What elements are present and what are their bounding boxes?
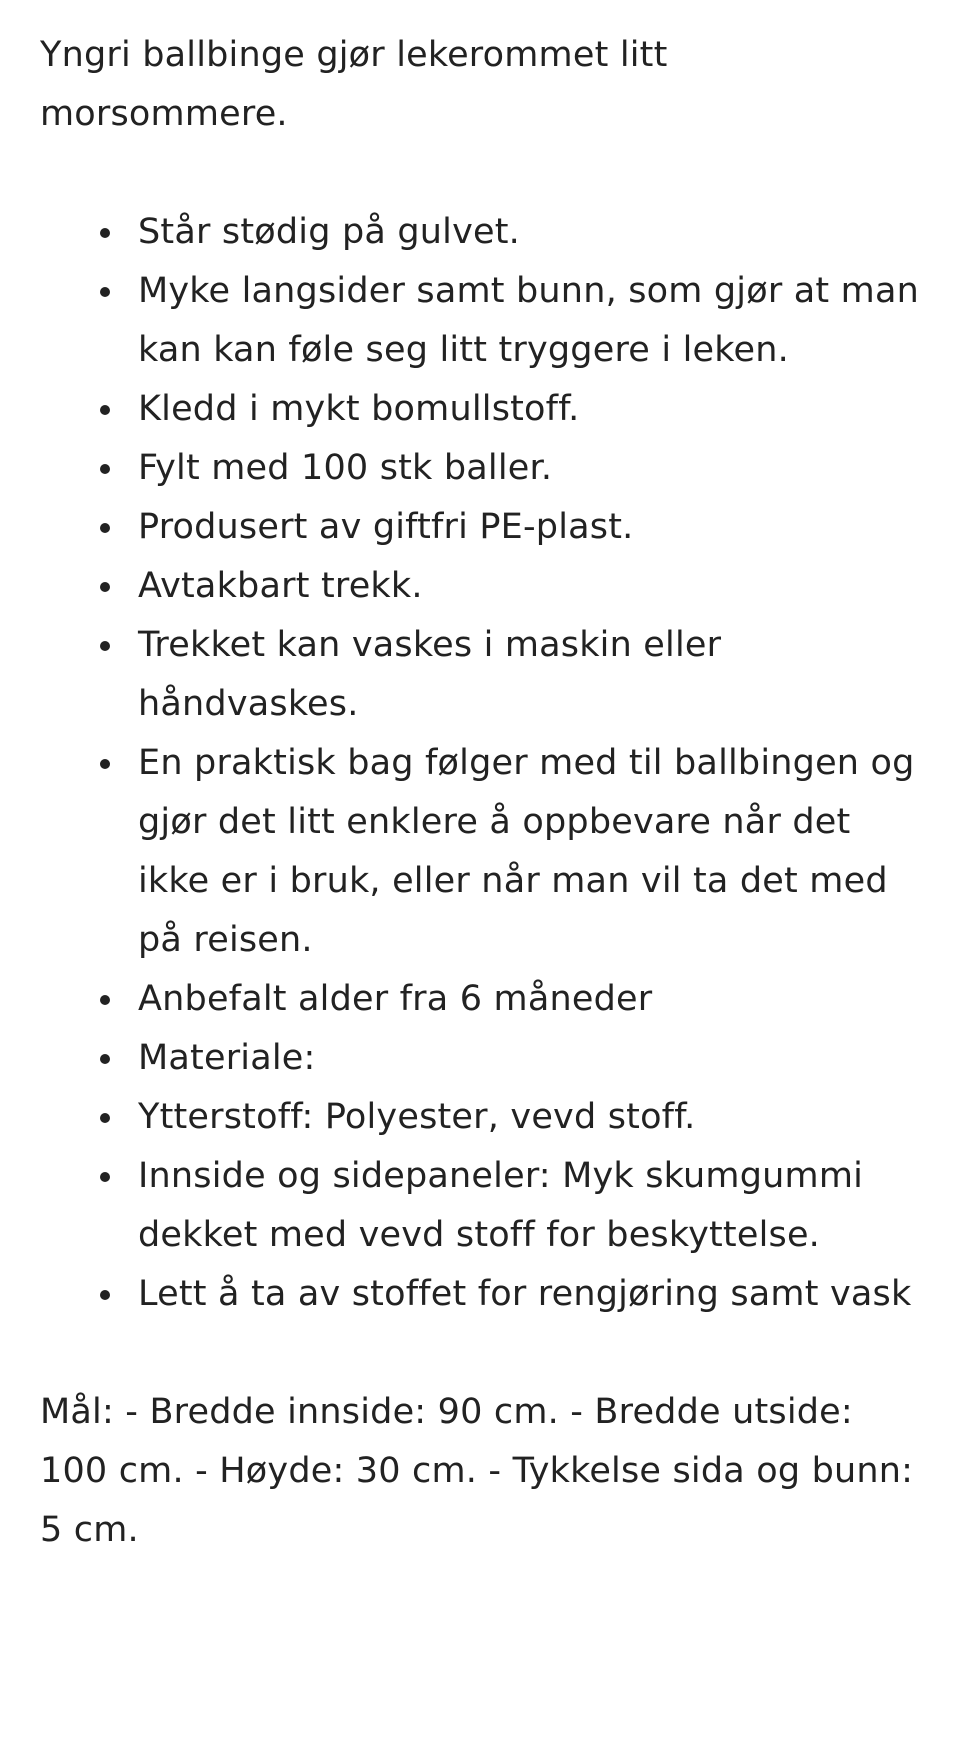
bullet-icon xyxy=(100,1054,110,1064)
list-item xyxy=(138,557,920,616)
bullet-icon xyxy=(100,582,110,592)
list-item-text: Fylt med 100 stk baller. xyxy=(138,448,553,488)
bullet-icon xyxy=(100,759,110,769)
list-item xyxy=(138,1147,920,1265)
list-item-text: Lett å ta av stoffet for rengjøring samt vask xyxy=(138,1274,912,1314)
list-item xyxy=(138,1265,920,1324)
list-item xyxy=(138,439,920,498)
list-item xyxy=(138,498,920,557)
list-item xyxy=(138,262,920,380)
bullet-icon xyxy=(100,405,110,415)
bullet-icon xyxy=(100,228,110,238)
bullet-icon xyxy=(100,995,110,1005)
list-item-text: Står stødig på gulvet. xyxy=(138,212,520,252)
intro-text: Yngri ballbinge gjør lekerommet litt morsommere. xyxy=(40,35,668,134)
bullet-icon xyxy=(100,287,110,297)
list-item xyxy=(138,380,920,439)
list-item-text: Avtakbart trekk. xyxy=(138,566,423,606)
list-item xyxy=(138,616,920,734)
list-item-text: Myke langsider samt bunn, som gjør at man kan kan føle seg litt tryggere i leken. xyxy=(138,271,919,370)
bullet-icon xyxy=(100,1290,110,1300)
list-item xyxy=(138,970,920,1029)
list-item-text: Materiale: xyxy=(138,1038,316,1078)
bullet-icon xyxy=(100,1113,110,1123)
list-item-text: Ytterstoff: Polyester, vevd stoff. xyxy=(138,1097,696,1137)
list-item-text: Kledd i mykt bomullstoff. xyxy=(138,389,580,429)
list-item xyxy=(138,1029,920,1088)
list-item xyxy=(138,203,920,262)
list-item-text: Innside og sidepaneler: Myk skumgummi dekket med vevd stoff for beskyttelse. xyxy=(138,1156,864,1255)
bullet-icon xyxy=(100,523,110,533)
feature-list xyxy=(40,203,920,1324)
bullet-icon xyxy=(100,641,110,651)
bullet-icon xyxy=(100,464,110,474)
list-item-text: Trekket kan vaskes i maskin eller håndvaskes. xyxy=(138,625,722,724)
list-item-text: Produsert av giftfri PE-plast. xyxy=(138,507,634,547)
list-item xyxy=(138,734,920,970)
list-item-text: Anbefalt alder fra 6 måneder xyxy=(138,979,653,1019)
list-item xyxy=(138,1088,920,1147)
list-item-text: En praktisk bag følger med til ballbingen og gjør det litt enklere å oppbevare når det ikke er i bruk, eller når man vil ta det med på reisen. xyxy=(138,743,915,960)
product-description xyxy=(40,26,920,1560)
bullet-icon xyxy=(100,1172,110,1182)
dimensions-text: Mål: - Bredde innside: 90 cm. - Bredde utside: 100 cm. - Høyde: 30 cm. - Tykkelse sida og bunn: 5 cm. xyxy=(40,1392,914,1550)
